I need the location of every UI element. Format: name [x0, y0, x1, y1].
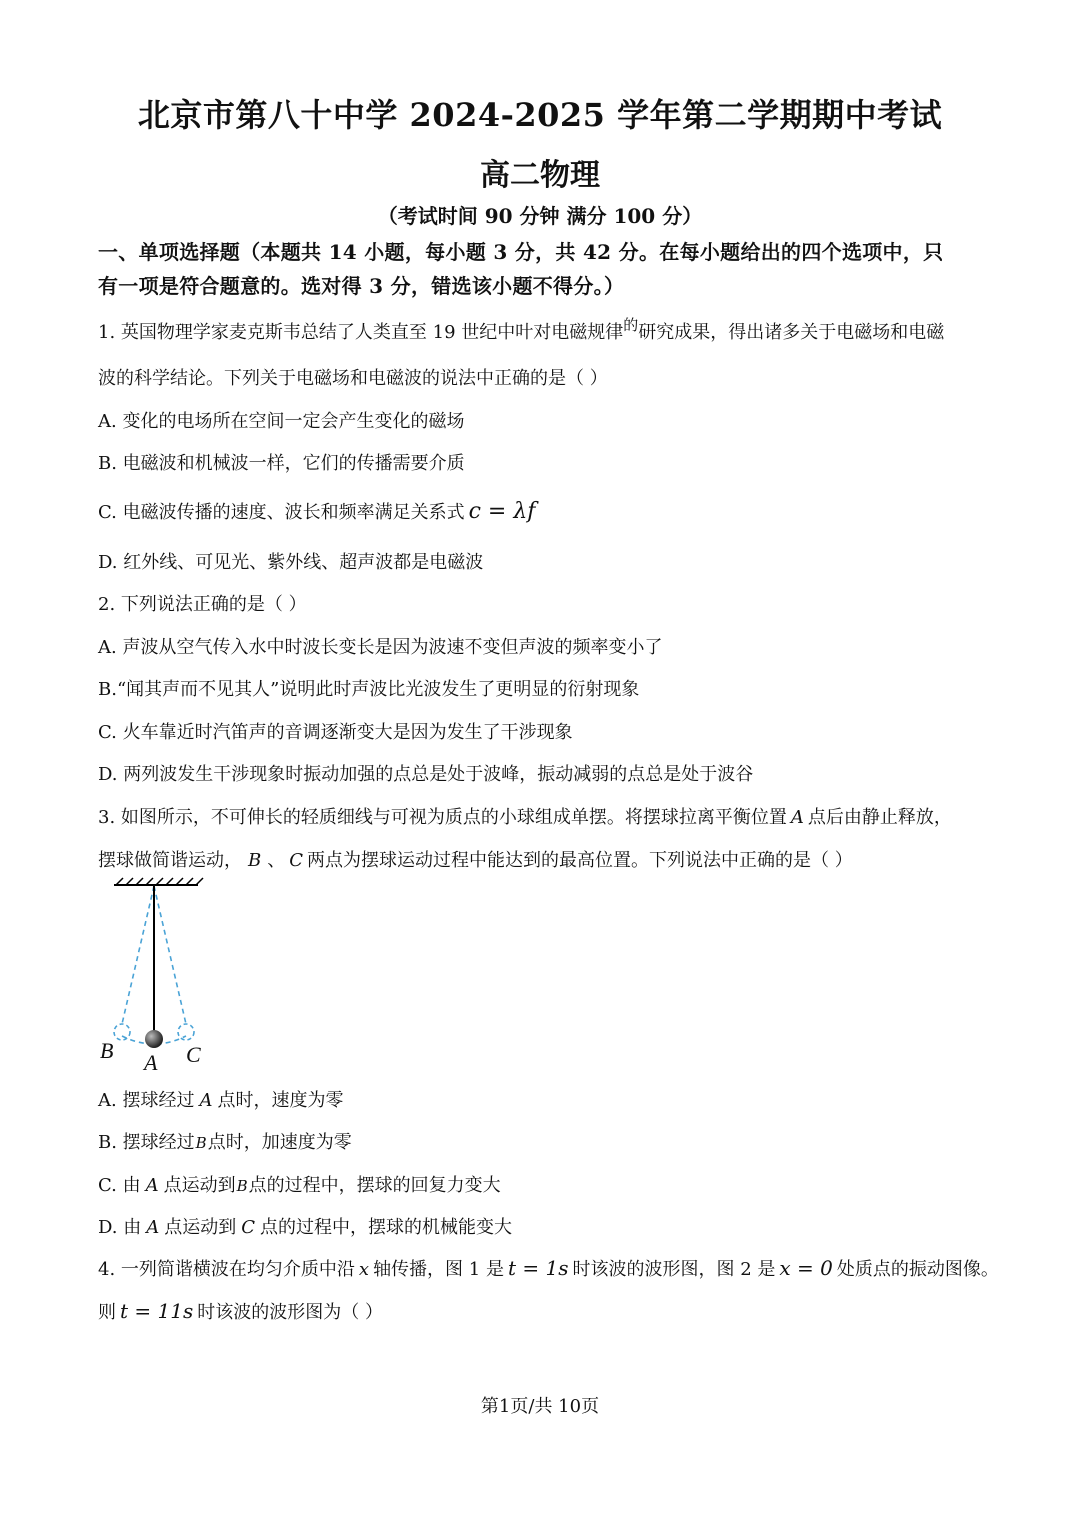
exam-title: 北京市第八十中学 2024-2025 学年第二学期期中考试 — [137, 96, 943, 134]
q4-var-x: x — [358, 1259, 370, 1280]
label-b: B — [100, 1038, 114, 1063]
q4-text4: 处质点的振动图像。 — [836, 1259, 999, 1280]
q1-formula: c = λf — [468, 499, 536, 524]
q2-option-c: C. 火车靠近时汽笛声的音调逐渐变大是因为发生了干涉现象 — [98, 722, 573, 743]
q4-text6: 时该波的波形图为（ ） — [197, 1302, 383, 1323]
q4-text5: 则 — [98, 1302, 116, 1323]
pendulum-figure — [96, 876, 226, 1076]
label-a: A — [144, 1050, 158, 1075]
q1-option-c — [98, 498, 535, 524]
section-heading-line1: 一、单项选择题（本题共 14 小题，每小题 3 分，共 42 分。在每小题给出的四个选项中，只 — [98, 240, 944, 264]
q4-text2: 轴传播，图 1 是 — [373, 1259, 504, 1280]
q1-stem-sup: 的 — [623, 316, 639, 334]
q3-var-c: C — [289, 850, 304, 871]
q3-a-var: A — [199, 1090, 213, 1111]
ghost-ball-c — [178, 1024, 194, 1040]
q3-d-text2: 点的过程中，摆球的机械能变大 — [260, 1217, 513, 1238]
q4-formula-x0: x = 0 — [779, 1256, 833, 1280]
q2-option-d: D. 两列波发生干涉现象时振动加强的点总是处于波峰，振动减弱的点总是处于波谷 — [98, 764, 754, 785]
q3-a-text2: 点时，速度为零 — [217, 1090, 344, 1111]
pendulum-diagram — [96, 876, 226, 1076]
q3-var-sep: 、 — [267, 850, 286, 871]
q3-c-var1: A — [145, 1175, 159, 1196]
q1-option-a: A. 变化的电场所在空间一定会产生变化的磁场 — [98, 411, 465, 432]
q3-option-b — [98, 1128, 352, 1154]
q2-stem: 2. 下列说法正确的是（ ） — [98, 594, 307, 615]
q3-stem-part-b: 点后由静止释放， — [807, 807, 952, 828]
q3-option-a — [98, 1086, 343, 1112]
q1-stem-part-b: 研究成果，得出诸多关于电磁场和电磁 — [638, 322, 945, 343]
q1-stem-part-a: 1. 英国物理学家麦克斯韦总结了人类直至 19 世纪中叶对电磁规律 — [98, 322, 624, 343]
q3-c-var2: B — [236, 1177, 248, 1195]
q3-stem-line1 — [98, 803, 952, 829]
section-heading-line2: 有一项是符合题意的。选对得 3 分，错选该小题不得分。） — [98, 274, 625, 298]
q2-option-a: A. 声波从空气传入水中时波长变长是因为波速不变但声波的频率变小了 — [98, 637, 663, 658]
q3-d-text1: D. 由 — [98, 1217, 142, 1238]
label-c: C — [186, 1042, 201, 1067]
dashed-string-right — [154, 886, 186, 1024]
q2-option-b: B.“闻其声而不见其人”说明此时声波比光波发生了更明显的衍射现象 — [98, 679, 640, 700]
q3-c-mid: 点运动到 — [163, 1175, 236, 1196]
q3-b-text1: B. 摆球经过 — [98, 1132, 195, 1153]
q3-d-mid: 点运动到 — [164, 1217, 237, 1238]
q3-a-text1: A. 摆球经过 — [98, 1090, 195, 1111]
pendulum-ball — [145, 1030, 163, 1048]
q1-option-d: D. 红外线、可见光、紫外线、超声波都是电磁波 — [98, 552, 484, 573]
dashed-string-left — [122, 886, 154, 1024]
q3-stem-line2 — [98, 846, 853, 872]
exam-info: （考试时间 90 分钟 满分 100 分） — [377, 204, 703, 228]
q4-formula-t11: t = 11s — [120, 1299, 194, 1323]
q4-stem-line2 — [98, 1298, 383, 1324]
q4-formula-t1: t = 1s — [507, 1256, 569, 1280]
q3-c-text2: 点的过程中，摆球的回复力变大 — [248, 1175, 501, 1196]
q3-option-c — [98, 1171, 501, 1197]
page-number: 第1页/共 10页 — [480, 1396, 600, 1417]
ghost-ball-b — [114, 1024, 130, 1040]
q4-text1: 4. 一列简谐横波在均匀介质中沿 — [98, 1259, 355, 1280]
ceiling-hatch — [116, 878, 203, 885]
q3-b-text2: 点时，加速度为零 — [207, 1132, 352, 1153]
q1-stem-line1 — [98, 318, 944, 344]
q3-stem2-part-b: 两点为摆球运动过程中能达到的最高位置。下列说法中正确的是（ ） — [307, 850, 853, 871]
q3-var-b: B — [248, 850, 262, 871]
q3-stem2-part-a: 摆球做简谐运动， — [98, 850, 242, 871]
q1-stem-line2: 波的科学结论。下列关于电磁场和电磁波的说法中正确的是（ ） — [98, 368, 608, 389]
q3-d-var1: A — [146, 1217, 160, 1238]
q3-d-var2: C — [241, 1217, 256, 1238]
q3-var-a: A — [790, 807, 804, 828]
q3-b-var: B — [195, 1134, 207, 1152]
subject-title: 高二物理 — [480, 158, 600, 193]
q3-stem-part-a: 3. 如图所示，不可伸长的轻质细线与可视为质点的小球组成单摆。将摆球拉离平衡位置 — [98, 807, 787, 828]
q3-option-d — [98, 1213, 512, 1239]
q1-option-c-text: C. 电磁波传播的速度、波长和频率满足关系式 — [98, 502, 465, 523]
q3-c-text1: C. 由 — [98, 1175, 141, 1196]
q4-text3: 时该波的波形图，图 2 是 — [572, 1259, 776, 1280]
q1-option-b: B. 电磁波和机械波一样，它们的传播需要介质 — [98, 453, 465, 474]
q4-stem-line1 — [98, 1255, 999, 1281]
